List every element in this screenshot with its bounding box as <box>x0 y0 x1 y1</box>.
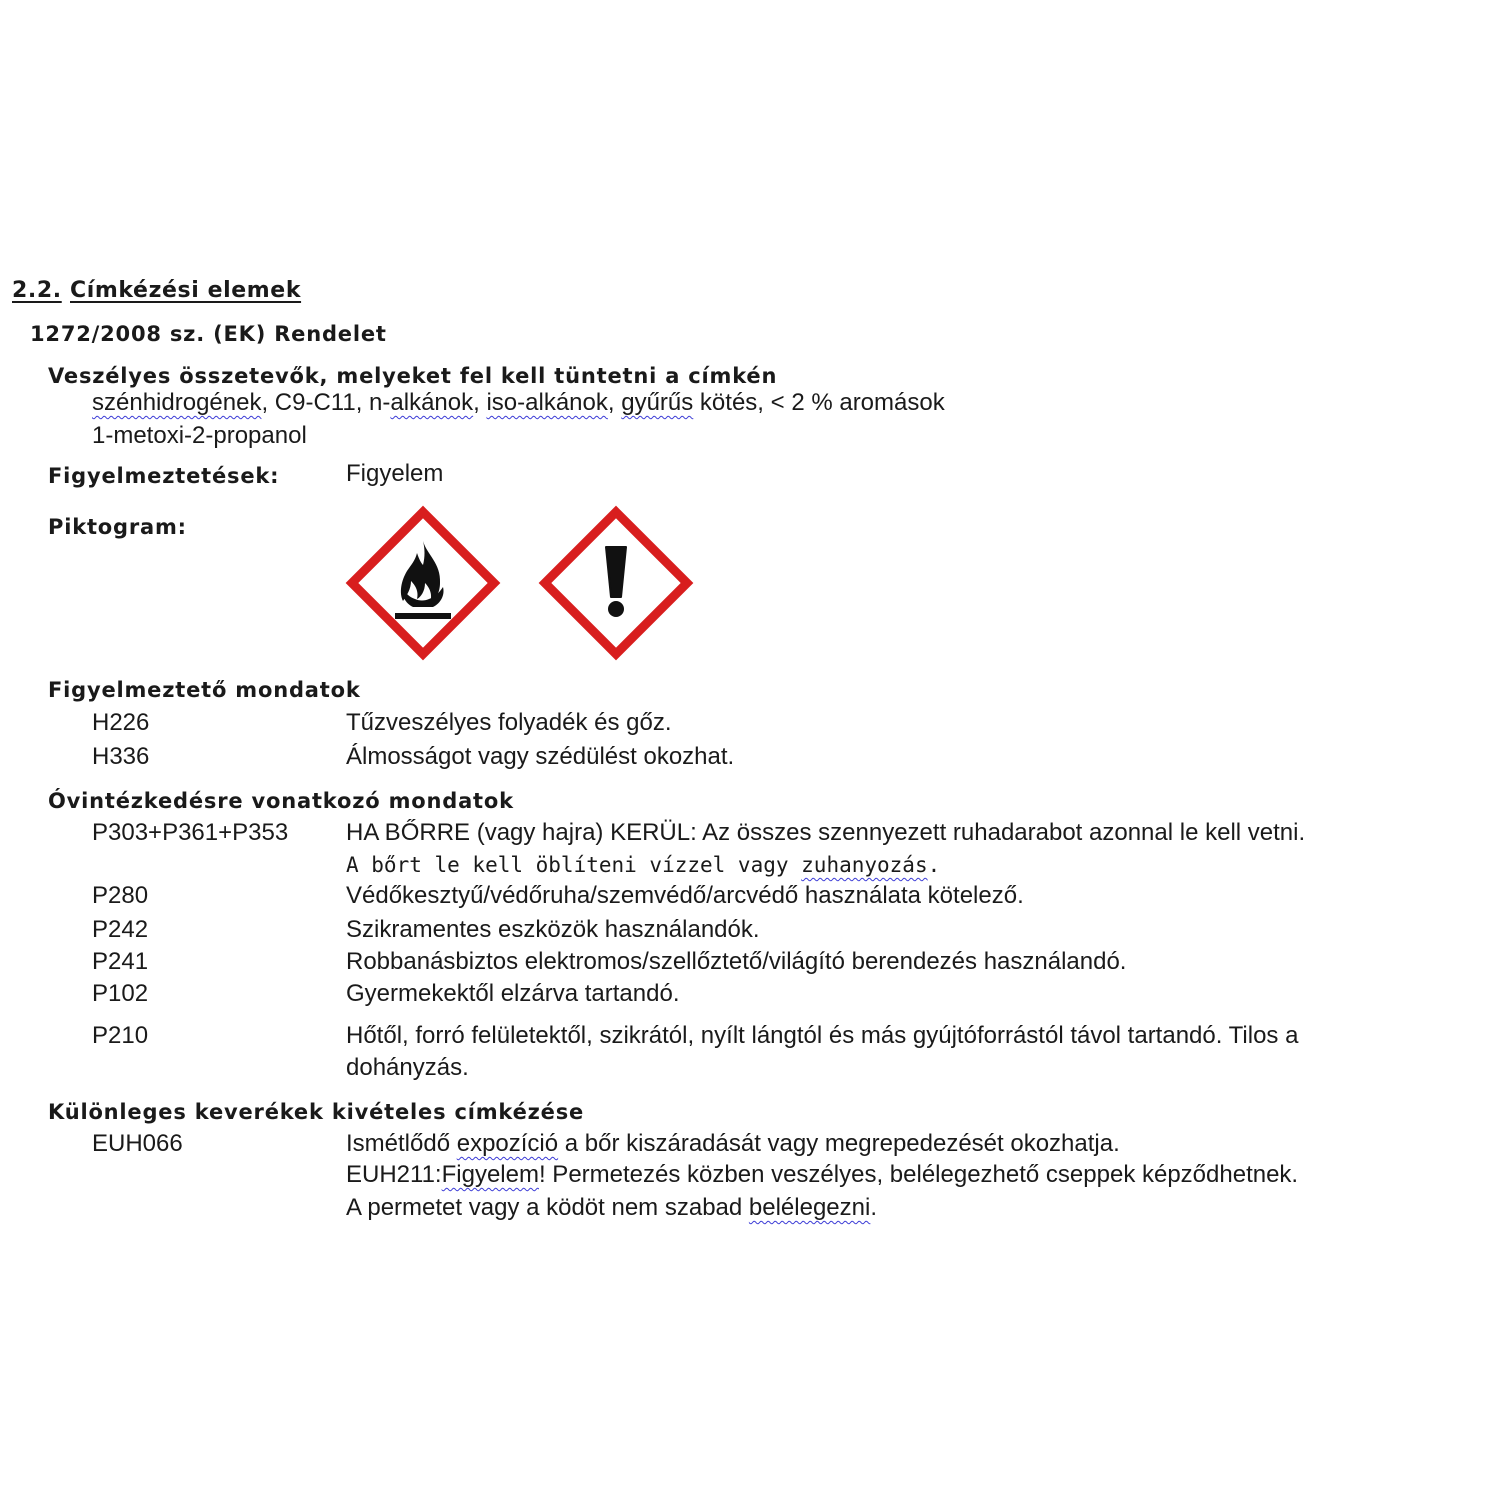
section-title <box>12 280 301 302</box>
precaution-text: Hőtől, forró felületektől, szikrától, nyílt lángtól és más gyújtóforrástól távol tartandó. Tilos a <box>346 1022 1299 1049</box>
signal-word-value: Figyelem <box>346 460 444 487</box>
precaution-text: Védőkesztyű/védőruha/szemvédő/arcvédő használata kötelező. <box>346 882 1024 909</box>
spellcheck-word: alkánok <box>390 389 474 416</box>
text-fragment: EUH211: <box>346 1161 442 1188</box>
flame-pictogram-icon <box>345 505 501 661</box>
precaution-text-continued: dohányzás. <box>346 1054 469 1081</box>
special-labelling-code: EUH066 <box>92 1130 183 1157</box>
signal-word-label: Figyelmeztetések: <box>48 464 280 488</box>
section-title-text: Címkézési elemek <box>70 278 302 303</box>
text-fragment: , <box>607 389 622 416</box>
precaution-text-continued <box>346 855 940 876</box>
precaution-code: P102 <box>92 980 149 1007</box>
special-labelling-line-1 <box>346 1132 1120 1156</box>
text-fragment: Ismétlődő <box>346 1130 457 1157</box>
hazardous-components-heading: Veszélyes összetevők, melyeket fel kell tüntetni a címkén <box>48 364 778 388</box>
spellcheck-word: Figyelem <box>441 1161 539 1188</box>
pictogram-label: Piktogram: <box>48 515 187 539</box>
precaution-code: P303+P361+P353 <box>92 819 289 846</box>
spellcheck-word: belélegezni <box>748 1194 871 1221</box>
spellcheck-word: szénhidrogének <box>92 389 262 416</box>
spellcheck-word: zuhanyozás <box>801 853 928 877</box>
hazardous-components-line-1 <box>92 391 945 415</box>
text-fragment: ! Permetezés közben veszélyes, belélegezhető cseppek képződhetnek. <box>538 1161 1299 1188</box>
special-labelling-heading: Különleges keverékek kivételes címkézése <box>48 1100 585 1124</box>
hazard-text: Álmosságot vagy szédülést okozhat. <box>346 743 735 770</box>
regulation-heading: 1272/2008 sz. (EK) Rendelet <box>30 322 387 346</box>
spellcheck-word: iso-alkánok <box>486 389 608 416</box>
spellcheck-word: expozíció <box>456 1130 559 1157</box>
text-fragment: kötés, < 2 % aromások <box>693 389 945 416</box>
precaution-code: P241 <box>92 948 149 975</box>
precaution-code: P210 <box>92 1022 149 1049</box>
precaution-text: Gyermekektől elzárva tartandó. <box>346 980 680 1007</box>
spellcheck-word: gyűrűs <box>621 389 694 416</box>
hazard-text: Tűzveszélyes folyadék és gőz. <box>346 709 672 736</box>
hazard-code: H336 <box>92 743 150 770</box>
text-fragment: , <box>473 389 487 416</box>
precaution-code: P280 <box>92 882 149 909</box>
exclamation-pictogram-icon <box>538 505 694 661</box>
precaution-text: Robbanásbiztos elektromos/szellőztető/világító berendezés használandó. <box>346 948 1127 975</box>
special-labelling-line-2 <box>346 1163 1298 1187</box>
hazardous-components-line-2: 1-metoxi-2-propanol <box>92 422 307 449</box>
precaution-code: P242 <box>92 916 149 943</box>
hazard-statements-heading: Figyelmeztető mondatok <box>48 678 361 702</box>
section-number: 2.2. <box>12 278 62 303</box>
text-fragment: . <box>927 853 941 877</box>
text-fragment: a bőr kiszáradását vagy megrepedezését okozhatja. <box>558 1130 1120 1157</box>
precaution-text: HA BŐRRE (vagy hajra) KERÜL: Az összes szennyezett ruhadarabot azonnal le kell vetni. <box>346 819 1306 846</box>
precautionary-statements-heading: Óvintézkedésre vonatkozó mondatok <box>48 789 514 813</box>
hazard-code: H226 <box>92 709 150 736</box>
text-fragment: A permetet vagy a ködöt nem szabad <box>346 1194 749 1221</box>
special-labelling-line-3 <box>346 1196 877 1220</box>
precaution-text: Szikramentes eszközök használandók. <box>346 916 760 943</box>
text-fragment: A bőrt le kell öblíteni vízzel vagy <box>346 853 802 877</box>
text-fragment: . <box>870 1194 878 1221</box>
text-fragment: , C9-C11, n- <box>261 389 391 416</box>
